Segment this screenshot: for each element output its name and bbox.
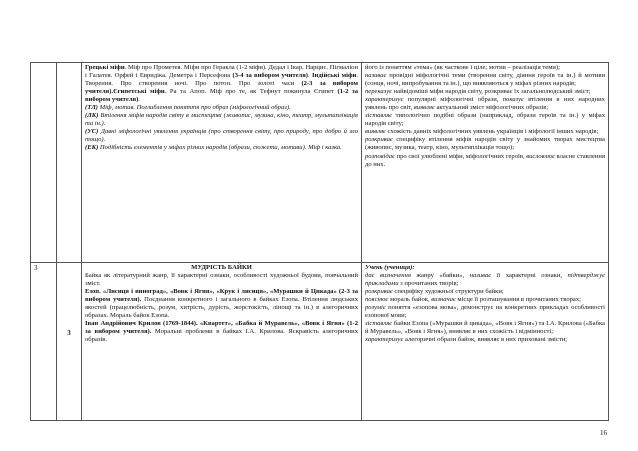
text-run: Подібність елементів у міфах різних народів (образи, сюжети, мотиви). Міф і казка. <box>98 144 342 152</box>
text-run: специфіку втілення міфів народів світу у знайомих творах мистецтва (живопис, музика, театр, кіно, мультиплікація тощо); <box>365 136 605 152</box>
text-run: Єгипетські міфи <box>113 88 165 96</box>
page-number: 16 <box>600 429 607 437</box>
text-run: розуміє <box>365 304 386 312</box>
text-run: визначає <box>431 296 456 304</box>
text-run: називає <box>469 272 492 280</box>
text-run: . <box>308 72 312 80</box>
text-run: пояснює <box>365 296 389 304</box>
text-paragraph <box>85 320 358 344</box>
text-run: . Міф про Прометея. Міфи про Геракла (1-2 міфи). Дедал і Ікар. Нарцис. Пігмаліон і Галатея. Орфей і Евридіка. Деметра і Персефона <box>85 64 359 80</box>
text-paragraph <box>85 288 358 320</box>
text-run: про свої улюблені міфи, міфологічних героїв, <box>394 152 527 160</box>
text-run: (ТЛ) <box>85 104 98 112</box>
lesson-number: 3 <box>67 329 71 337</box>
text-run: переказує <box>365 88 392 96</box>
text-run: специфіку художньої структури байки; <box>392 288 504 296</box>
text-run: (ЕК) <box>85 144 99 152</box>
text-run: . Творення. Про створення ночі. Про потоп. Про золоті часи <box>85 72 358 88</box>
text-paragraph <box>365 153 605 169</box>
text-paragraph <box>365 272 605 288</box>
text-run: Поєднання конкретного і загального в байках Езопа. Втілення людських якостей (працелюбність, розум, хитрість, дурість, жорстокість, лінощі та ін.) в алегоричних образах. Мораль байок Езопа. <box>85 296 359 320</box>
table-row <box>31 63 609 263</box>
text-run: розкриває <box>365 288 393 296</box>
text-paragraph <box>365 88 605 96</box>
text-run: поняття «езопова мова», демонструє на конкретних прикладах особливості езопової мови; <box>365 304 605 320</box>
text-run: показує <box>502 96 524 104</box>
text-run: найвідоміші міфи народів світу, розкриває їх загальнолюдський зміст; <box>392 88 591 96</box>
text-run: мораль байок, <box>388 296 432 304</box>
results-cell <box>362 63 609 263</box>
text-paragraph <box>365 336 605 344</box>
text-run: (УС) <box>85 128 99 136</box>
text-run: місце її розташування в прочитаних творах; <box>455 296 581 304</box>
text-run: його із поняттям «тема» (як часткове і ціле; мотив – реалізація теми); <box>365 64 560 71</box>
text-run: провідні міфологічні теми (творення світу, діяння героїв та ін.) й мотиви (сонця, ночі, випробування та ін.), що виявляються у міфах різних народів; <box>365 72 605 88</box>
text-run: актуальний зміст міфологічних образів; <box>434 104 549 112</box>
text-run: Індійські міфи <box>311 72 357 80</box>
text-run: власне ставлення до них. <box>365 152 605 168</box>
text-paragraph <box>365 72 605 88</box>
text-run: . <box>138 96 140 104</box>
text-run: (1-2 за вибором учителя) <box>85 88 358 104</box>
text-run: Давні міфологічні уявлення українців (про створення світу, про природу, про добро й зло тощо). <box>85 128 358 144</box>
text-run: типологічно подібні образи (наприклад, образи героїв та ін.) у міфах народів світу; <box>365 112 605 128</box>
text-paragraph <box>365 128 605 136</box>
text-run: (3-4 за вибором учителя) <box>232 72 308 80</box>
text-run: розкриває <box>365 136 393 144</box>
text-run: втілення в них народних уявлень про світ, <box>365 96 605 112</box>
text-run: байки Езопа («Мурашки й цикада», «Вовк і Ягня») та І.А. Крилова («Бабка й Муравель», «Вовк і Ягня»), виявляє в них схожість і відмінності; <box>365 320 605 336</box>
results-heading: Учень (учениця): <box>365 264 415 271</box>
text-run: дає визначення <box>365 272 411 280</box>
text-run: Езоп. «Лисиця і виноград», «Вовк і Ягня», «Крук і лисиця», «Мурашки й Цикада» (2-3 за вибором учителя). <box>85 288 358 304</box>
text-run: висловлює <box>526 152 555 160</box>
text-run: характеризує <box>365 96 404 104</box>
text-run: її характерні ознаки, <box>491 272 568 280</box>
text-run: жанру «байки», <box>410 272 470 280</box>
text-run: (2-3 за вибором учителя). <box>85 80 359 96</box>
text-paragraph <box>365 112 605 128</box>
text-run: з прочитаних творів; <box>398 280 459 288</box>
text-run: зіставляє <box>365 112 393 120</box>
text-run: . Ра та Апоп. Міф про те, як Тефнут покинула Єгипет <box>164 88 338 96</box>
text-run: алегоричні образи байок, виявляє в них приховані змісти; <box>403 336 568 344</box>
text-run: Міф, мотив. Поглиблення поняття про образ (міфологічний образ). <box>97 104 291 112</box>
text-run: Втілення міфів народів світу в мистецтві (живопис, музика, кіно, театр, мультиплікація та ін.). <box>85 112 358 128</box>
hours-cell <box>57 263 82 421</box>
text-paragraph <box>85 64 358 104</box>
text-run: зіставляє <box>365 320 393 328</box>
text-run: виявляє <box>413 104 435 112</box>
text-run: виявляє <box>365 128 386 136</box>
results-cell <box>362 263 609 421</box>
curriculum-table <box>30 62 609 421</box>
text-run: Грецькі міфи <box>85 64 125 71</box>
text-run: Іван Андрійович Крилов (1769-1844). «Квартет», «Бабка й Муравель», «Вовк і Ягня» (1-2 за вибором учителя). <box>85 320 358 336</box>
text-run: (ЛК) <box>85 112 99 120</box>
content-cell <box>82 63 362 263</box>
text-paragraph <box>85 272 358 288</box>
text-run: підтверджує прикладами <box>365 272 605 288</box>
table-row <box>31 263 609 421</box>
text-paragraph <box>365 304 605 320</box>
text-run: Байка як літературний жанр, її характерні ознаки, особливості художньої будови, повчальний зміст. <box>85 272 358 288</box>
section-number: 3 <box>34 264 38 272</box>
text-run: схожість давніх міфологічних уявлень українців і міфології інших народів; <box>385 128 599 136</box>
hours-cell <box>57 63 82 263</box>
text-paragraph <box>365 64 605 72</box>
text-run: називає <box>365 72 387 80</box>
number-cell <box>31 63 57 263</box>
text-paragraph <box>85 128 358 144</box>
text-run: популярні міфологічні образи, <box>403 96 503 104</box>
text-paragraph <box>85 104 358 112</box>
text-paragraph <box>365 296 605 304</box>
text-paragraph <box>85 112 358 128</box>
text-paragraph <box>365 96 605 112</box>
text-paragraph <box>365 136 605 152</box>
text-paragraph <box>365 320 605 336</box>
content-cell <box>82 263 362 421</box>
text-run: характеризує <box>365 336 404 344</box>
text-paragraph <box>365 288 605 296</box>
section-heading: МУДРІСТЬ БАЙКИ <box>191 264 252 271</box>
text-run: Моральні проблеми в байках І.А. Крилова. Яскравість алегоричних образів. <box>85 328 358 344</box>
text-paragraph <box>85 144 358 152</box>
text-run: розповідає <box>365 152 395 160</box>
number-cell <box>31 263 57 421</box>
